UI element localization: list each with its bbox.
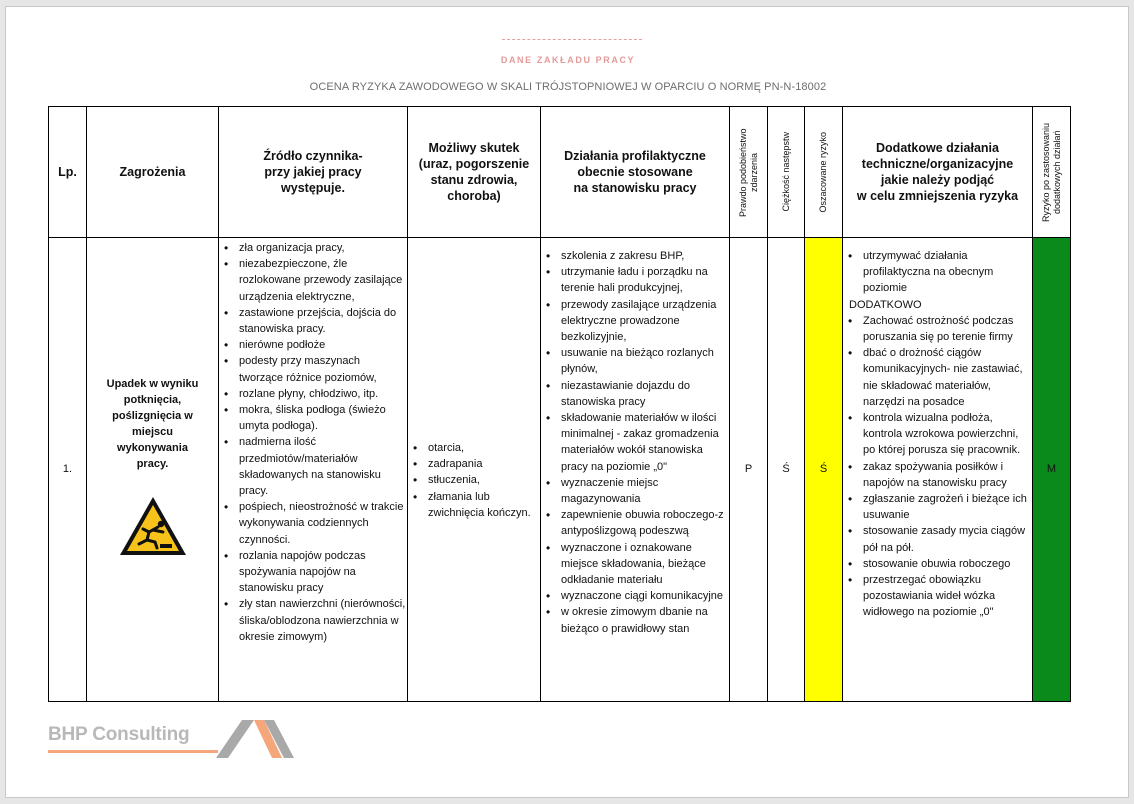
list-item: • nierówne podłoże [239, 337, 407, 353]
source-cell [219, 238, 408, 702]
severity-value: Ś [768, 238, 805, 702]
list-item: • składowanie materiałów w ilości minimalnej - zakaz gromadzenia materiałów wokół stanowiska pracy na poziomie „0" [561, 410, 729, 475]
col-header-severity: Ciężkość następstw [768, 107, 805, 238]
effect-cell [408, 238, 541, 702]
logo-underline [48, 750, 218, 753]
list-item: • wyznaczone ciągi komunikacyjne [561, 588, 729, 604]
col-header-additional: Dodatkowe działania techniczne/organizacyjne jakie należy podjąć w celu zmniejszenia ryzyka [843, 107, 1033, 238]
header-placeholder-line [502, 39, 642, 40]
list-item: • szkolenia z zakresu BHP, [561, 248, 729, 264]
list-item: • zgłaszanie zagrożeń i bieżące ich usuwanie [863, 491, 1032, 523]
col-header-preventive: Działania profilaktyczne obecnie stosowane na stanowisku pracy [541, 107, 730, 238]
list-item: • otarcia, [428, 440, 540, 456]
list-item: • dbać o drożność ciągów komunikacyjnych- nie zastawiać, nie składować materiałów, narzędzi na posadce [863, 345, 1032, 410]
list-item: • mokra, śliska podłoga (świeżo umyta podłoga). [239, 402, 407, 434]
list-item: • stosowanie zasady mycia ciągów pół na pół. [863, 523, 1032, 555]
additional-cell [843, 238, 1033, 702]
list-item: • zadrapania [428, 456, 540, 472]
list-item: • usuwanie na bieżąco rozlanych płynów, [561, 345, 729, 377]
hazard-text: Upadek w wyniku potknięcia, poślizgnięcia w miejscu wykonywania pracy. [106, 378, 199, 470]
logo-roof-icon [216, 718, 296, 758]
table-row [49, 238, 1071, 702]
list-item: • rozlane płyny, chłodziwo, itp. [239, 386, 407, 402]
list-item: • zła organizacja pracy, [239, 240, 407, 256]
row-number: 1. [49, 238, 87, 702]
risk-assessment-table [48, 106, 1071, 702]
additional-label: DODATKOWO [849, 298, 922, 311]
list-item: • zastawione przejścia, dojścia do stanowiska pracy. [239, 305, 407, 337]
col-header-hazards: Zagrożenia [87, 107, 219, 238]
effect-list [408, 440, 540, 521]
slip-trip-warning-icon [87, 494, 218, 563]
col-header-source: Źródło czynnika- przy jakiej pracy występuje. [219, 107, 408, 238]
list-item: • zakaz spożywania posiłków i napojów na stanowisku pracy [863, 459, 1032, 491]
list-item: • utrzymywać działania profilaktyczna na obecnym poziomie [863, 248, 1032, 297]
preventive-cell [541, 238, 730, 702]
list-item: • Zachować ostrożność podczas poruszania się po terenie firmy [863, 313, 1032, 345]
list-item: • przestrzegać obowiązku pozostawiania wideł wózka widłowego na poziomie „0" [863, 572, 1032, 621]
list-item: • zapewnienie obuwia roboczego-z antypoślizgową podeszwą [561, 507, 729, 539]
col-header-probability: Prawdo podobieństwo zdarzenia [730, 107, 768, 238]
list-item: • wyznaczenie miejsc magazynowania [561, 475, 729, 507]
list-item: • w okresie zimowym dbanie na bieżąco o prawidłowy stan [561, 604, 729, 636]
list-item: • utrzymanie ładu i porządku na terenie hali produkcyjnej, [561, 264, 729, 296]
bhp-consulting-logo [48, 718, 298, 760]
document-title: OCENA RYZYKA ZAWODOWEGO W SKALI TRÓJSTOPNIOWEJ W OPARCIU O NORMĘ PN-N-18002 [309, 81, 827, 93]
list-item: • niezabezpieczone, źle rozlokowane przewody zasilające urządzenia elektryczne, [239, 256, 407, 305]
probability-value: P [730, 238, 768, 702]
list-item: • stosowanie obuwia roboczego [863, 556, 1032, 572]
list-item: • kontrola wizualna podłoża, kontrola wzrokowa powierzchni, po której porusza się pracownik. [863, 410, 1032, 459]
col-header-lp: Lp. [49, 107, 87, 238]
col-header-residual-risk: Ryzyko po zastosowaniu dodatkowych działań [1033, 107, 1071, 238]
additional-first-list [843, 248, 1032, 297]
list-item: • wyznaczone i oznakowane miejsce składowania, bieżące odkładanie materiału [561, 540, 729, 589]
table-header-row [49, 107, 1071, 238]
additional-list [843, 313, 1032, 621]
source-list [219, 240, 407, 645]
logo-text: BHP Consulting [48, 724, 190, 745]
list-item: • zły stan nawierzchni (nierówności, śliska/oblodzona nawierzchnia w okresie zimowym) [239, 596, 407, 645]
preventive-list [541, 248, 729, 637]
list-item: • stłuczenia, [428, 472, 540, 488]
hazard-cell [87, 238, 219, 702]
company-name: DANE ZAKŁADU PRACY [500, 55, 636, 65]
col-header-risk: Oszacowane ryzyko [805, 107, 843, 238]
list-item: • przewody zasilające urządzenia elektryczne prowadzone bezkolizyjnie, [561, 297, 729, 346]
list-item: • złamania lub zwichnięcia kończyn. [428, 489, 540, 521]
list-item: • podesty przy maszynach tworzące różnice poziomów, [239, 353, 407, 385]
list-item: • pośpiech, nieostrożność w trakcie wykonywania codziennych czynności. [239, 499, 407, 548]
list-item: • niezastawianie dojazdu do stanowiska pracy [561, 378, 729, 410]
residual-risk-value: M [1033, 238, 1071, 702]
col-header-effect: Możliwy skutek (uraz, pogorszenie stanu zdrowia, choroba) [408, 107, 541, 238]
list-item: • nadmierna ilość przedmiotów/materiałów składowanych na stanowisku pracy. [239, 434, 407, 499]
risk-value: Ś [805, 238, 843, 702]
list-item: • rozlania napojów podczas spożywania napojów na stanowisku pracy [239, 548, 407, 597]
